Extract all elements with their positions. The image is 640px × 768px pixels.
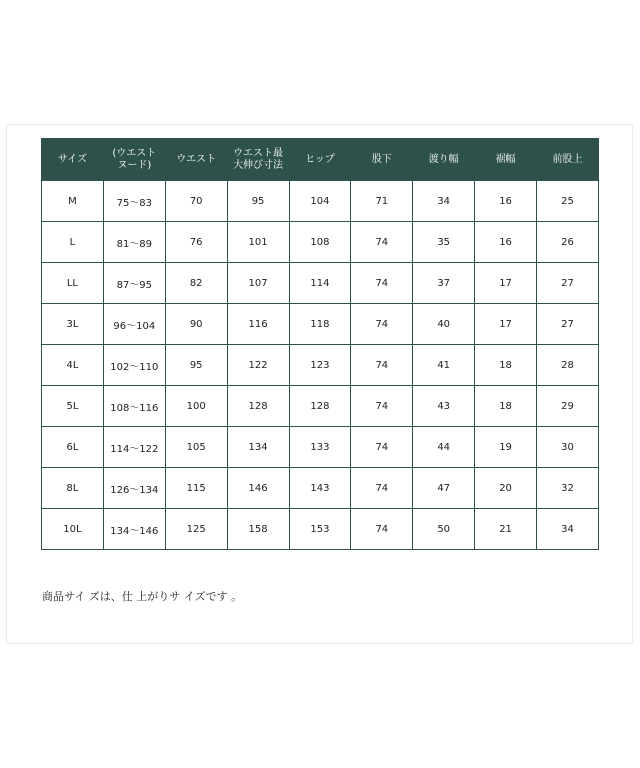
table-cell: 74 [351, 386, 413, 427]
header-inseam: 股下 [351, 139, 413, 181]
table-cell: 74 [351, 468, 413, 509]
table-cell: 16 [475, 222, 537, 263]
table-cell: 116 [227, 304, 289, 345]
table-cell: 134 [227, 427, 289, 468]
table-cell: 105 [165, 427, 227, 468]
table-cell: 118 [289, 304, 351, 345]
table-cell: 27 [537, 304, 599, 345]
header-waist: ウエスト [165, 139, 227, 181]
table-cell: L [42, 222, 104, 263]
table-cell: 6L [42, 427, 104, 468]
table-cell: 104 [289, 181, 351, 222]
table-cell: 70 [165, 181, 227, 222]
header-waist-nude: (ウエスト ヌード) [103, 139, 165, 181]
size-chart-table [41, 138, 599, 550]
table-cell: 100 [165, 386, 227, 427]
table-cell: 153 [289, 509, 351, 550]
table-cell: 34 [413, 181, 475, 222]
table-cell: 17 [475, 263, 537, 304]
table-cell: 114 [289, 263, 351, 304]
table-row [42, 263, 599, 304]
table-cell: 74 [351, 263, 413, 304]
table-cell: 125 [165, 509, 227, 550]
table-cell: 29 [537, 386, 599, 427]
table-cell: 101 [227, 222, 289, 263]
table-cell: 44 [413, 427, 475, 468]
table-cell: 126～134 [103, 468, 165, 509]
table-row [42, 345, 599, 386]
table-cell: 107 [227, 263, 289, 304]
header-hip: ヒップ [289, 139, 351, 181]
table-cell: 95 [227, 181, 289, 222]
header-front-rise: 前股上 [537, 139, 599, 181]
table-cell: 18 [475, 345, 537, 386]
table-row [42, 509, 599, 550]
table-cell: 10L [42, 509, 104, 550]
table-cell: 43 [413, 386, 475, 427]
table-cell: 95 [165, 345, 227, 386]
header-waist-max-stretch: ウエスト最 大伸び寸法 [227, 139, 289, 181]
header-thigh-width: 渡り幅 [413, 139, 475, 181]
table-cell: 115 [165, 468, 227, 509]
table-cell: 71 [351, 181, 413, 222]
table-cell: 90 [165, 304, 227, 345]
table-row [42, 386, 599, 427]
header-hem-width: 裾幅 [475, 139, 537, 181]
table-cell: 128 [289, 386, 351, 427]
table-cell: 21 [475, 509, 537, 550]
table-cell: 25 [537, 181, 599, 222]
table-cell: 18 [475, 386, 537, 427]
table-cell: 96～104 [103, 304, 165, 345]
table-cell: 134～146 [103, 509, 165, 550]
table-cell: 158 [227, 509, 289, 550]
table-cell: 8L [42, 468, 104, 509]
table-cell: 50 [413, 509, 475, 550]
table-cell: LL [42, 263, 104, 304]
table-cell: 47 [413, 468, 475, 509]
table-cell: 122 [227, 345, 289, 386]
header-size: サイズ [42, 139, 104, 181]
table-cell: 37 [413, 263, 475, 304]
table-cell: 76 [165, 222, 227, 263]
table-cell: 82 [165, 263, 227, 304]
table-cell: 81～89 [103, 222, 165, 263]
table-row [42, 181, 599, 222]
table-cell: 16 [475, 181, 537, 222]
table-cell: 74 [351, 304, 413, 345]
table-cell: 74 [351, 427, 413, 468]
table-cell: 146 [227, 468, 289, 509]
table-cell: 133 [289, 427, 351, 468]
table-cell: 75～83 [103, 181, 165, 222]
table-cell: 19 [475, 427, 537, 468]
table-cell: 87～95 [103, 263, 165, 304]
table-cell: 17 [475, 304, 537, 345]
table-cell: 114～122 [103, 427, 165, 468]
table-row [42, 304, 599, 345]
table-cell: 5L [42, 386, 104, 427]
table-row [42, 468, 599, 509]
table-cell: 128 [227, 386, 289, 427]
table-cell: 102～110 [103, 345, 165, 386]
table-cell: 30 [537, 427, 599, 468]
table-cell: 41 [413, 345, 475, 386]
table-cell: 28 [537, 345, 599, 386]
table-cell: 35 [413, 222, 475, 263]
table-header-row [42, 139, 599, 181]
table-cell: 3L [42, 304, 104, 345]
table-cell: 20 [475, 468, 537, 509]
table-row [42, 222, 599, 263]
table-cell: 74 [351, 345, 413, 386]
table-cell: 74 [351, 222, 413, 263]
table-cell: 4L [42, 345, 104, 386]
table-cell: 27 [537, 263, 599, 304]
table-cell: 34 [537, 509, 599, 550]
size-note: 商品サイ ズは、仕 上がりサ イズです 。 [42, 590, 243, 603]
table-cell: 40 [413, 304, 475, 345]
table-cell: M [42, 181, 104, 222]
table-cell: 32 [537, 468, 599, 509]
table-cell: 74 [351, 509, 413, 550]
table-cell: 108 [289, 222, 351, 263]
table-row [42, 427, 599, 468]
table-cell: 123 [289, 345, 351, 386]
table-cell: 108～116 [103, 386, 165, 427]
table-body [42, 181, 599, 550]
table-cell: 143 [289, 468, 351, 509]
table-cell: 26 [537, 222, 599, 263]
